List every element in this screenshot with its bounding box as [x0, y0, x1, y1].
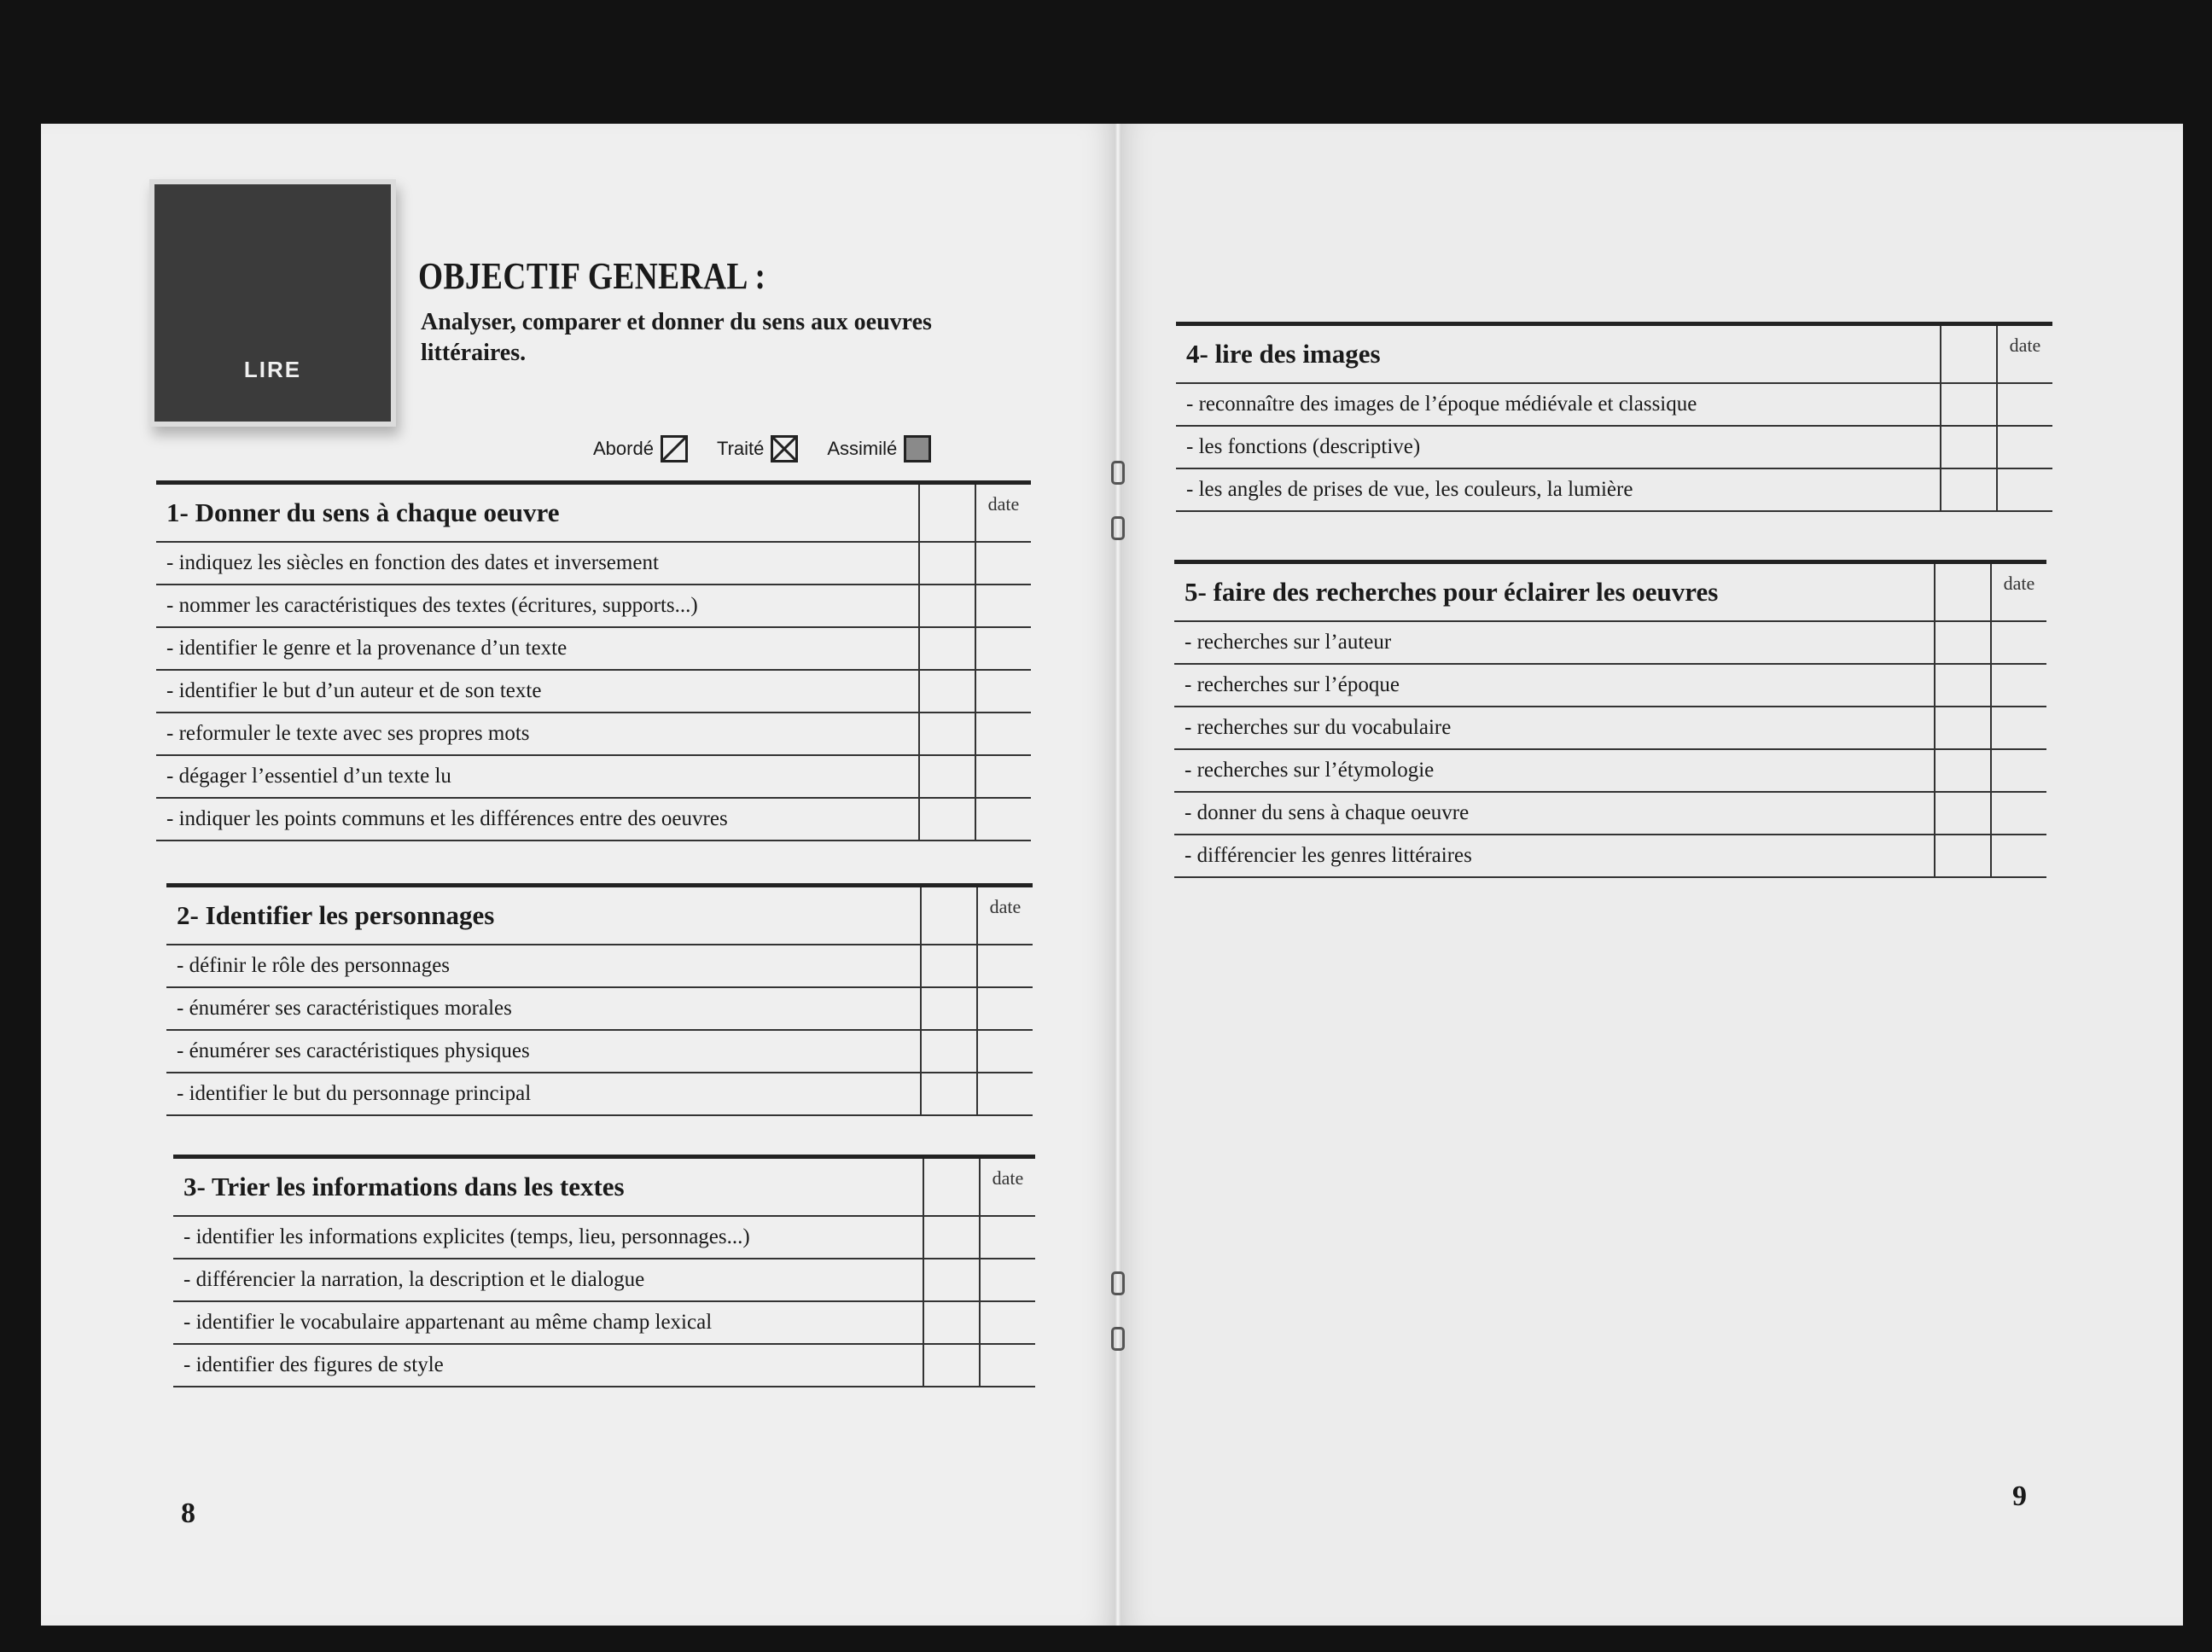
page-number-right: 9 [2012, 1480, 2027, 1512]
checkbox-cell[interactable] [1935, 621, 1991, 664]
row-label: - les fonctions (descriptive) [1176, 426, 1941, 468]
date-header: date [975, 483, 1031, 543]
table-row [1174, 621, 2046, 664]
section-header [166, 886, 1033, 945]
section-table [166, 883, 1033, 1116]
table-row [1174, 664, 2046, 707]
row-label: - recherches sur l’étymologie [1174, 749, 1935, 792]
page-number-left: 8 [181, 1498, 195, 1529]
row-label: - les angles de prises de vue, les couleurs, la lumière [1176, 468, 1941, 511]
section-title: 5- faire des recherches pour éclairer les oeuvres [1174, 562, 1935, 622]
staple-icon [1111, 461, 1125, 485]
legend-item-traite [717, 435, 798, 462]
row-label: - identifier les informations explicites (temps, lieu, personnages...) [173, 1216, 923, 1259]
table-row [156, 798, 1031, 841]
checkbox-cell[interactable] [1935, 749, 1991, 792]
checkbox-cell[interactable] [921, 1073, 977, 1115]
table-row [156, 713, 1031, 755]
table-row [156, 542, 1031, 585]
legend-label: Traité [716, 438, 765, 459]
date-cell[interactable] [977, 1030, 1033, 1073]
table-row [166, 1030, 1033, 1073]
date-cell[interactable] [980, 1259, 1035, 1301]
checkbox-cell[interactable] [919, 755, 975, 798]
checkbox-cell[interactable] [1935, 562, 1991, 622]
row-label: - définir le rôle des personnages [166, 945, 921, 987]
section-title: 4- lire des images [1176, 324, 1941, 384]
table-row [1174, 835, 2046, 877]
table-row [173, 1301, 1035, 1344]
checkbox-cell[interactable] [923, 1216, 980, 1259]
legend-item-assimile [827, 435, 931, 462]
table-row [156, 585, 1031, 627]
checkbox-cell[interactable] [1935, 664, 1991, 707]
table-row [1176, 426, 2052, 468]
checkbox-cell[interactable] [919, 798, 975, 841]
date-cell[interactable] [977, 1073, 1033, 1115]
date-cell[interactable] [975, 627, 1031, 670]
row-label: - indiquer les points communs et les différences entre des oeuvres [156, 798, 919, 841]
table-row [1174, 792, 2046, 835]
checkbox-cell[interactable] [1941, 383, 1997, 426]
date-cell[interactable] [1991, 707, 2046, 749]
date-cell[interactable] [975, 585, 1031, 627]
row-label: - nommer les caractéristiques des textes (écritures, supports...) [156, 585, 919, 627]
checkbox-cell[interactable] [1941, 468, 1997, 511]
table-row [156, 627, 1031, 670]
checkbox-cell[interactable] [923, 1259, 980, 1301]
row-label: - donner du sens à chaque oeuvre [1174, 792, 1935, 835]
table-row [1174, 749, 2046, 792]
filled-box-icon [904, 435, 931, 462]
section-header [173, 1157, 1035, 1217]
lire-label: LIRE [243, 357, 302, 382]
date-cell[interactable] [977, 945, 1033, 987]
page-title: OBJECTIF GENERAL : [418, 255, 766, 297]
date-header: date [980, 1157, 1035, 1217]
table-row [156, 755, 1031, 798]
row-label: - différencier la narration, la description et le dialogue [173, 1259, 923, 1301]
section-table [156, 480, 1031, 841]
date-cell[interactable] [975, 670, 1031, 713]
date-cell[interactable] [975, 755, 1031, 798]
table-row [1176, 468, 2052, 511]
legend-item-aborde [593, 435, 688, 462]
progress-legend [593, 435, 950, 462]
row-label: - dégager l’essentiel d’un texte lu [156, 755, 919, 798]
date-cell[interactable] [975, 542, 1031, 585]
date-cell[interactable] [977, 987, 1033, 1030]
row-label: - identifier le but du personnage principal [166, 1073, 921, 1115]
row-label: - indiquez les siècles en fonction des dates et inversement [156, 542, 919, 585]
row-label: - reconnaître des images de l’époque médiévale et classique [1176, 383, 1941, 426]
checkbox-cell[interactable] [1935, 707, 1991, 749]
checkbox-cell[interactable] [919, 627, 975, 670]
checkbox-cell[interactable] [921, 945, 977, 987]
table-row [173, 1216, 1035, 1259]
date-cell[interactable] [980, 1344, 1035, 1387]
checkbox-cell[interactable] [923, 1157, 980, 1217]
checkbox-cell[interactable] [921, 886, 977, 945]
table-row [1176, 383, 2052, 426]
legend-label: Assimilé [827, 438, 898, 459]
checkbox-cell[interactable] [919, 670, 975, 713]
checkbox-cell[interactable] [923, 1344, 980, 1387]
checkbox-cell[interactable] [921, 987, 977, 1030]
checkbox-cell[interactable] [1935, 835, 1991, 877]
row-label: - identifier le but d’un auteur et de son texte [156, 670, 919, 713]
date-header: date [977, 886, 1033, 945]
lire-badge [149, 179, 396, 427]
table-row [166, 987, 1033, 1030]
staple-icon [1111, 1271, 1125, 1295]
row-label: - recherches sur du vocabulaire [1174, 707, 1935, 749]
section-table [173, 1155, 1035, 1387]
booklet-spine [1115, 124, 1121, 1626]
staple-icon [1111, 516, 1125, 540]
table-row [173, 1259, 1035, 1301]
row-label: - identifier le genre et la provenance d’un texte [156, 627, 919, 670]
page-subtitle: Analyser, comparer et donner du sens aux oeuvres littéraires. [421, 309, 932, 366]
date-header: date [1991, 562, 2046, 622]
section-title: 1- Donner du sens à chaque oeuvre [156, 483, 919, 543]
checkbox-cell[interactable] [1941, 426, 1997, 468]
date-cell[interactable] [1997, 383, 2052, 426]
staple-icon [1111, 1327, 1125, 1351]
section-header [1176, 324, 2052, 384]
row-label: - identifier des figures de style [173, 1344, 923, 1387]
legend-label: Abordé [593, 438, 654, 459]
checkbox-cell[interactable] [1941, 324, 1997, 384]
section-title: 2- Identifier les personnages [166, 886, 921, 945]
checkbox-cell[interactable] [1935, 792, 1991, 835]
checkbox-cell[interactable] [919, 585, 975, 627]
section-table [1174, 560, 2046, 878]
cross-box-icon [771, 435, 798, 462]
date-cell[interactable] [1991, 621, 2046, 664]
date-cell[interactable] [1991, 835, 2046, 877]
date-cell[interactable] [980, 1301, 1035, 1344]
date-cell[interactable] [975, 798, 1031, 841]
row-label: - reformuler le texte avec ses propres mots [156, 713, 919, 755]
row-label: - énumérer ses caractéristiques physiques [166, 1030, 921, 1073]
row-label: - différencier les genres littéraires [1174, 835, 1935, 877]
section-title: 3- Trier les informations dans les textes [173, 1157, 923, 1217]
slash-box-icon [661, 435, 688, 462]
table-row [166, 1073, 1033, 1115]
checkbox-cell[interactable] [919, 542, 975, 585]
date-cell[interactable] [1991, 664, 2046, 707]
section-table [1176, 322, 2052, 512]
row-label: - recherches sur l’époque [1174, 664, 1935, 707]
table-row [156, 670, 1031, 713]
section-header [156, 483, 1031, 543]
date-cell[interactable] [975, 713, 1031, 755]
date-cell[interactable] [1991, 749, 2046, 792]
date-cell[interactable] [980, 1216, 1035, 1259]
row-label: - identifier le vocabulaire appartenant au même champ lexical [173, 1301, 923, 1344]
row-label: - recherches sur l’auteur [1174, 621, 1935, 664]
date-cell[interactable] [1997, 468, 2052, 511]
checkbox-cell[interactable] [923, 1301, 980, 1344]
table-row [173, 1344, 1035, 1387]
checkbox-cell[interactable] [919, 713, 975, 755]
date-cell[interactable] [1997, 426, 2052, 468]
table-row [166, 945, 1033, 987]
date-header: date [1997, 324, 2052, 384]
checkbox-cell[interactable] [921, 1030, 977, 1073]
row-label: - énumérer ses caractéristiques morales [166, 987, 921, 1030]
date-cell[interactable] [1991, 792, 2046, 835]
checkbox-cell[interactable] [919, 483, 975, 543]
section-header [1174, 562, 2046, 622]
table-row [1174, 707, 2046, 749]
